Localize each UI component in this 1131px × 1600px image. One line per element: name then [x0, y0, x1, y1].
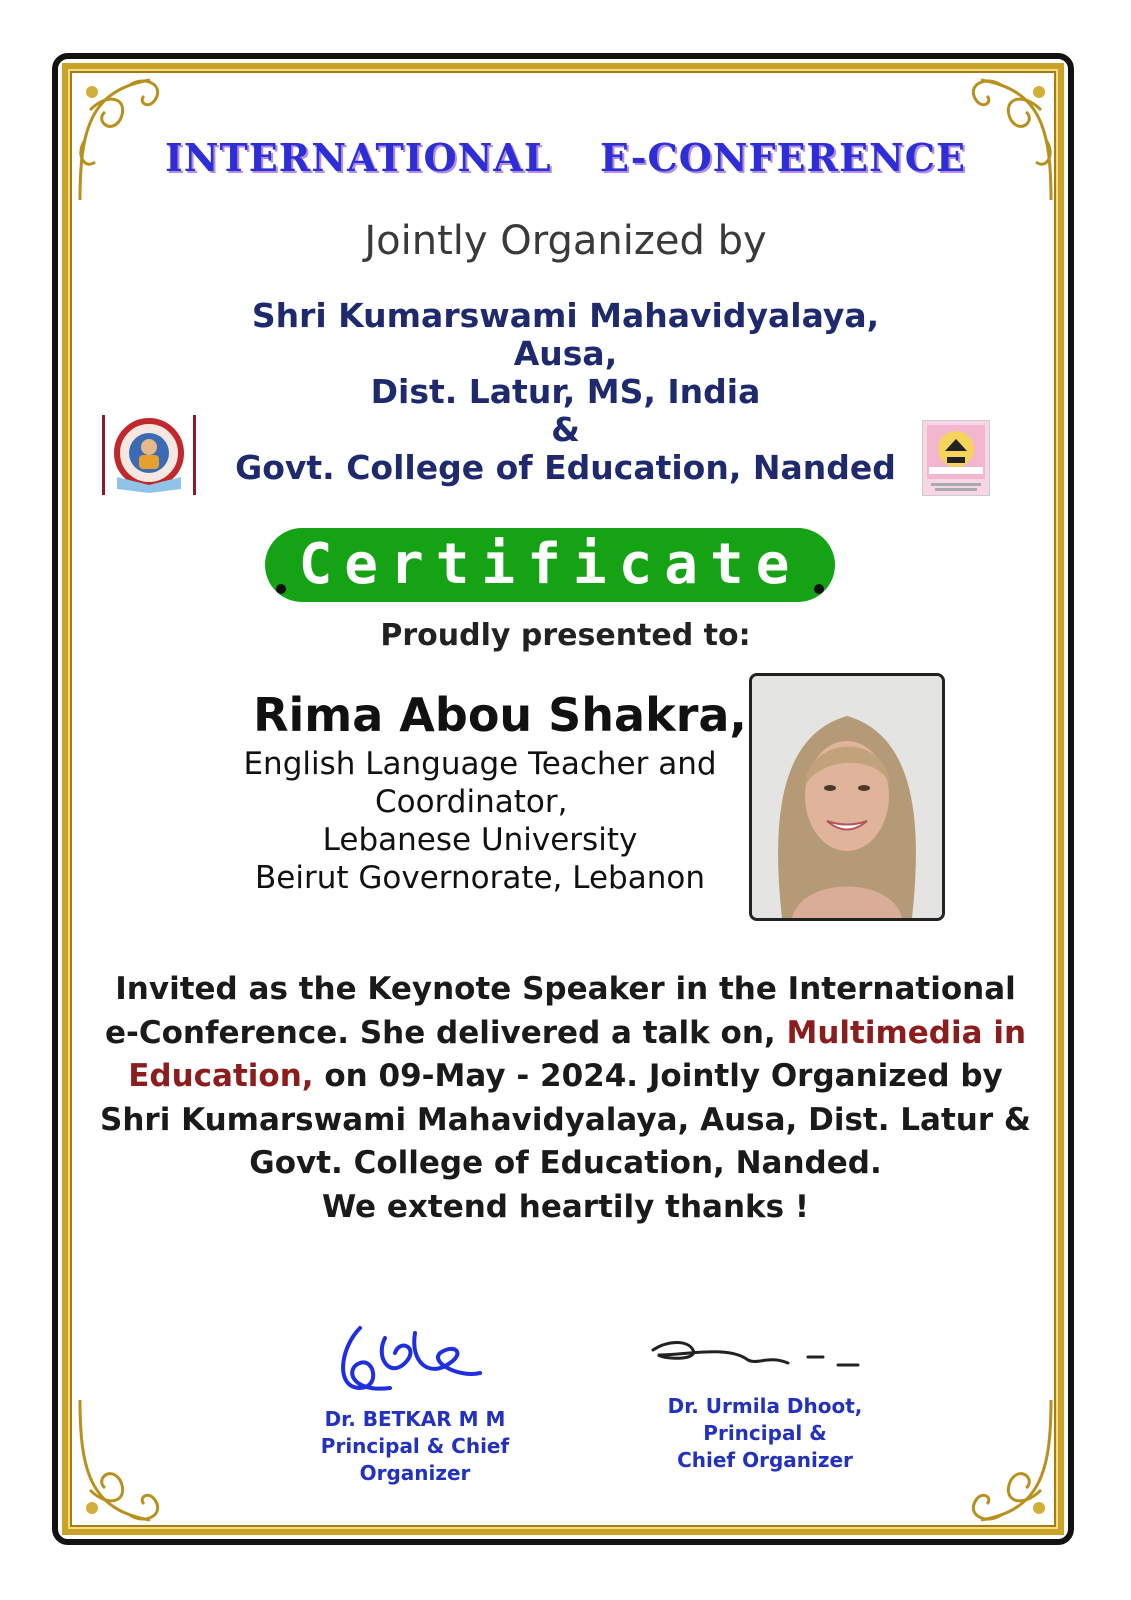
organizer-line: Shri Kumarswami Mahavidyalaya,: [251, 296, 880, 335]
talk-topic: Multimedia in Education,: [128, 1014, 1027, 1094]
person-portrait-icon: [752, 676, 942, 918]
signatory-title: Principal & Chief: [320, 1434, 510, 1458]
recipient-role: Coordinator,: [375, 784, 568, 820]
recipient-photo: [749, 673, 945, 921]
signatory-name: Dr. Urmila Dhoot,: [667, 1394, 863, 1418]
organizer-line: Dist. Latur, MS, India: [370, 372, 761, 411]
conference-title: INTERNATIONAL E-CONFERENCE: [165, 135, 966, 180]
badge-dot: [276, 584, 286, 594]
body-text: on 09-May - 2024. Jointly Organized by Shri Kumarswami Mahavidyalaya, Ausa, Dist. Latur & Govt. College of Education, Nanded.: [100, 1058, 1031, 1181]
emblem-icon: [923, 421, 989, 495]
badge-dot: [814, 584, 824, 594]
signatory-block: [290, 1406, 540, 1487]
signatory-block: [640, 1393, 890, 1474]
recipient-role: English Language Teacher and: [243, 746, 717, 782]
presented-to-label: Proudly presented to:: [380, 618, 751, 653]
recipient-location: Beirut Governorate, Lebanon: [255, 860, 705, 896]
recipient-institution: Lebanese University: [322, 822, 638, 858]
thanks-text: We extend heartily thanks !: [321, 1188, 810, 1225]
signature-icon: [330, 1318, 490, 1398]
college-logo-left: [102, 415, 196, 495]
organizer-line: &: [551, 410, 580, 449]
certificate-label: Certificate: [298, 532, 802, 597]
signatory-title: Organizer: [359, 1461, 471, 1485]
signatory-title: Principal &: [703, 1421, 827, 1445]
recipient-name: Rima Abou Shakra,: [253, 688, 747, 742]
ornament-corner-icon: [941, 1390, 1061, 1530]
ornament-corner-icon: [70, 1390, 190, 1530]
signature-icon: [648, 1335, 868, 1375]
seal-icon: [105, 415, 193, 495]
organizer-line: Ausa,: [513, 334, 618, 373]
organizer-line: Govt. College of Education, Nanded: [235, 448, 896, 487]
body-text: Invited as the Keynote Speaker in the International e-Conference. She delivered a talk on,: [104, 971, 1016, 1051]
signatory-name: Dr. BETKAR M M: [324, 1407, 506, 1431]
signatory-title: Chief Organizer: [677, 1448, 853, 1472]
certificate-body: [100, 968, 1031, 1229]
jointly-organized-label: Jointly Organized by: [364, 218, 767, 264]
college-logo-right: [922, 420, 990, 496]
